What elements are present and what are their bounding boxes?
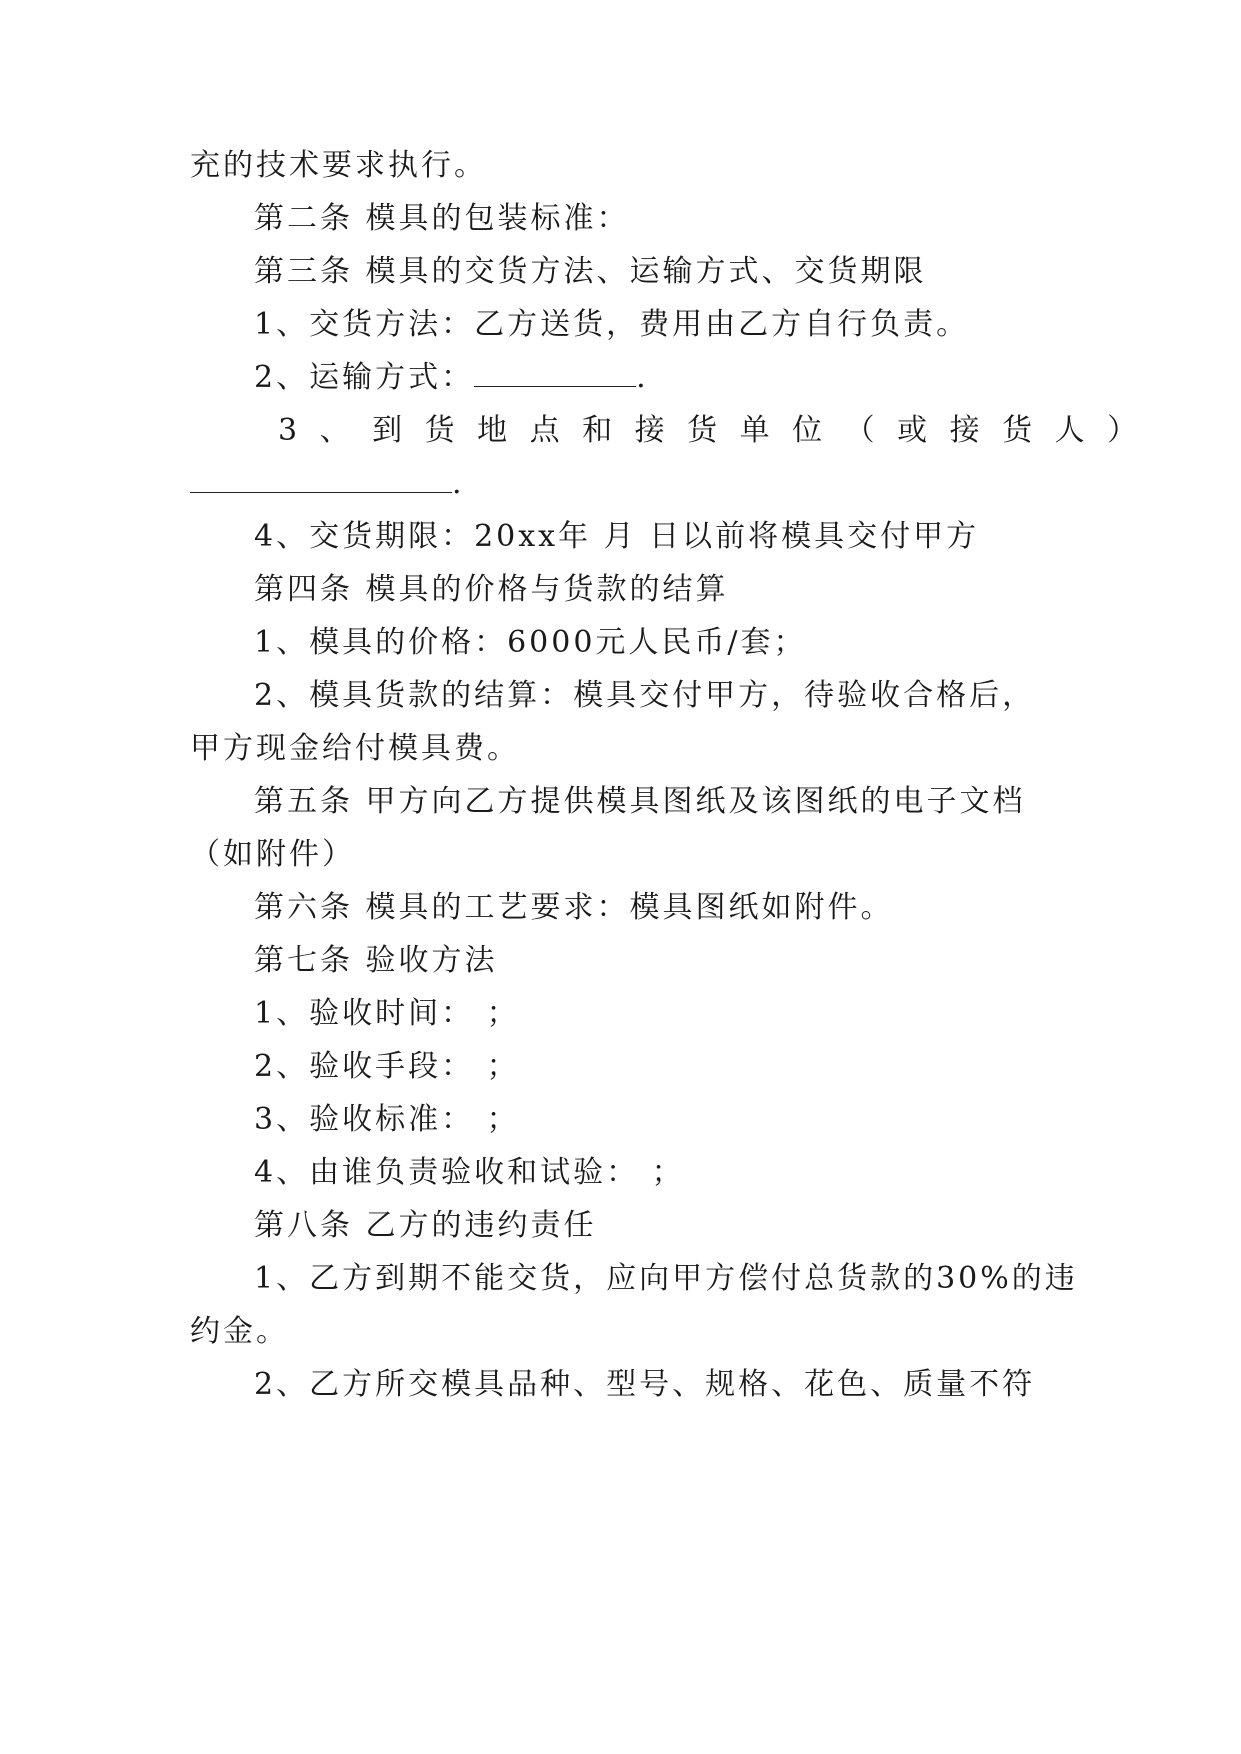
inspection-standard-item: 3、验收标准： ； xyxy=(254,1102,520,1137)
mold-price-item: 1、模具的价格：6000元人民币/套； xyxy=(254,625,807,660)
payment-settlement-continuation: 甲方现金给付模具费。 xyxy=(190,731,520,766)
delivery-location-blank-line xyxy=(190,464,1050,504)
transport-method-end: . xyxy=(636,360,649,395)
delivery-deadline-item: 4、交货期限：20xx年 月 日以前将模具交付甲方 xyxy=(254,519,980,554)
delivery-method-item: 1、交货方法：乙方送货，费用由乙方自行负责。 xyxy=(254,307,970,342)
nonconforming-goods-item: 2、乙方所交模具品种、型号、规格、花色、质量不符 xyxy=(254,1367,1036,1402)
delivery-location-blank xyxy=(190,466,452,493)
payment-settlement-item: 2、模具货款的结算：模具交付甲方，待验收合格后， xyxy=(254,678,1036,713)
delivery-location-item: 3、到货地点和接货单位（或接货人） xyxy=(278,413,1160,448)
article-8-heading: 第八条 乙方的违约责任 xyxy=(254,1208,597,1243)
inspection-responsibility-item: 4、由谁负责验收和试验： ； xyxy=(254,1155,685,1190)
inspection-time-item: 1、验收时间： ； xyxy=(254,996,520,1031)
article-5-continuation: （如附件） xyxy=(190,837,355,872)
article-3-heading: 第三条 模具的交货方法、运输方式、交货期限 xyxy=(254,254,927,289)
late-delivery-penalty-item: 1、乙方到期不能交货，应向甲方偿付总货款的30%的违 xyxy=(254,1261,1078,1296)
article-4-heading: 第四条 模具的价格与货款的结算 xyxy=(254,572,729,607)
late-delivery-penalty-continuation: 约金。 xyxy=(190,1314,289,1349)
article-5-heading: 第五条 甲方向乙方提供模具图纸及该图纸的电子文档 xyxy=(254,784,1026,819)
paragraph-continuation: 充的技术要求执行。 xyxy=(190,148,487,183)
article-2-heading: 第二条 模具的包装标准： xyxy=(254,201,630,236)
transport-method-label: 2、运输方式： xyxy=(254,360,475,395)
transport-method-item xyxy=(254,358,1054,398)
article-6-heading: 第六条 模具的工艺要求：模具图纸如附件。 xyxy=(254,890,894,925)
transport-method-blank xyxy=(474,360,636,387)
article-7-heading: 第七条 验收方法 xyxy=(254,943,498,978)
delivery-location-end: . xyxy=(452,466,465,501)
inspection-means-item: 2、验收手段： ； xyxy=(254,1049,520,1084)
